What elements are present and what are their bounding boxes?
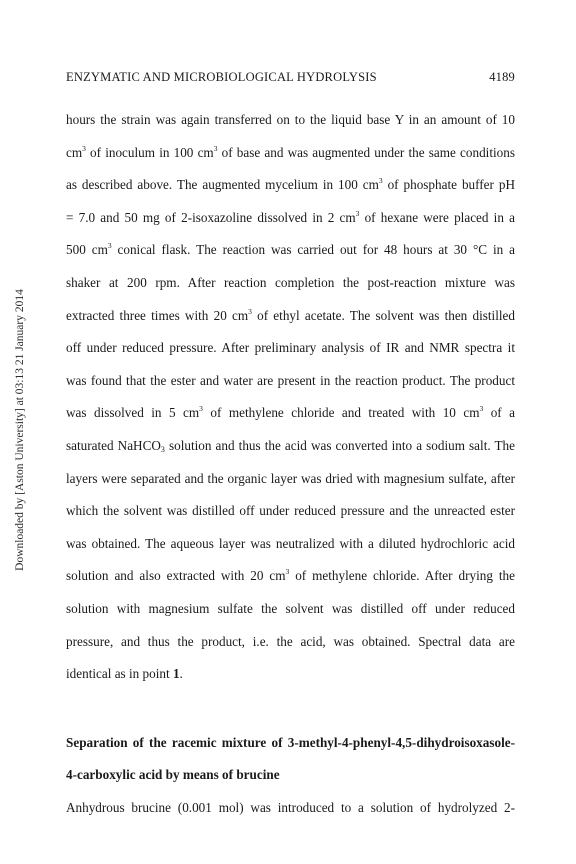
text-line: extracted three times with 20 $cm^3$ of ethyl acetate. The solvent was then distilled [66,306,515,323]
text-line: which the solvent was distilled off under reduced pressure and the unreacted ester [66,503,515,519]
text-line: off under reduced pressure. After preliminary analysis of IR and NMR spectra it [66,340,515,356]
text-line: solution with magnesium sulfate the solvent was distilled off under reduced [66,600,515,616]
text-line: $cm^3$ of inoculum in 100 $cm^3$ of base and was augmented under the same conditions [66,143,515,160]
text-line: solution and also extracted with 20 $cm^3$ of methylene chloride. After drying the [66,567,515,584]
text-line: identical as in point 1. [66,666,183,682]
text-line: 500 $cm^3$ conical flask. The reaction was carried out for 48 hours at 30 °C in a [66,241,515,258]
text-line: was found that the ester and water are present in the reaction product. The product [66,372,515,388]
text-line: Anhydrous brucine (0.001 mol) was introduced to a solution of hydrolyzed 2- [66,799,515,815]
download-watermark: Downloaded by [Aston University] at 03:13 21 January 2014 [14,289,26,571]
section-heading: Separation of the racemic mixture of 3-methyl-4-phenyl-4,5-dihydroisoxasole- [66,734,515,750]
text-line: = 7.0 and 50 mg of 2-isoxazoline dissolved in 2 $cm^3$ of hexane were placed in a [66,208,515,225]
section-gap [66,691,515,727]
running-header [66,70,515,85]
running-title: ENZYMATIC AND MICROBIOLOGICAL HYDROLYSIS [66,70,377,84]
text-line: hours the strain was again transferred on to the liquid base Y in an amount of 10 [66,112,515,127]
text-line: shaker at 200 rpm. After reaction completion the post-reaction mixture was [66,274,515,290]
page-number: 4189 [489,70,515,84]
text-line: layers were separated and the organic layer was dried with magnesium sulfate, after [66,470,515,486]
text-line: was obtained. The aqueous layer was neutralized with a diluted hydrochloric acid [66,535,515,551]
text-line: saturated NaHCO$_3$ solution and thus the acid was converted into a sodium salt. The [66,437,515,454]
section-heading: 4-carboxylic acid by means of brucine [66,767,280,783]
page-body [66,104,515,824]
text-line: was dissolved in 5 $cm^3$ of methylene chloride and treated with 10 $cm^3$ of a [66,404,515,421]
text-line: as described above. The augmented mycelium in 100 $cm^3$ of phosphate buffer pH [66,176,515,193]
text-line: pressure, and thus the product, i.e. the acid, was obtained. Spectral data are [66,633,515,649]
